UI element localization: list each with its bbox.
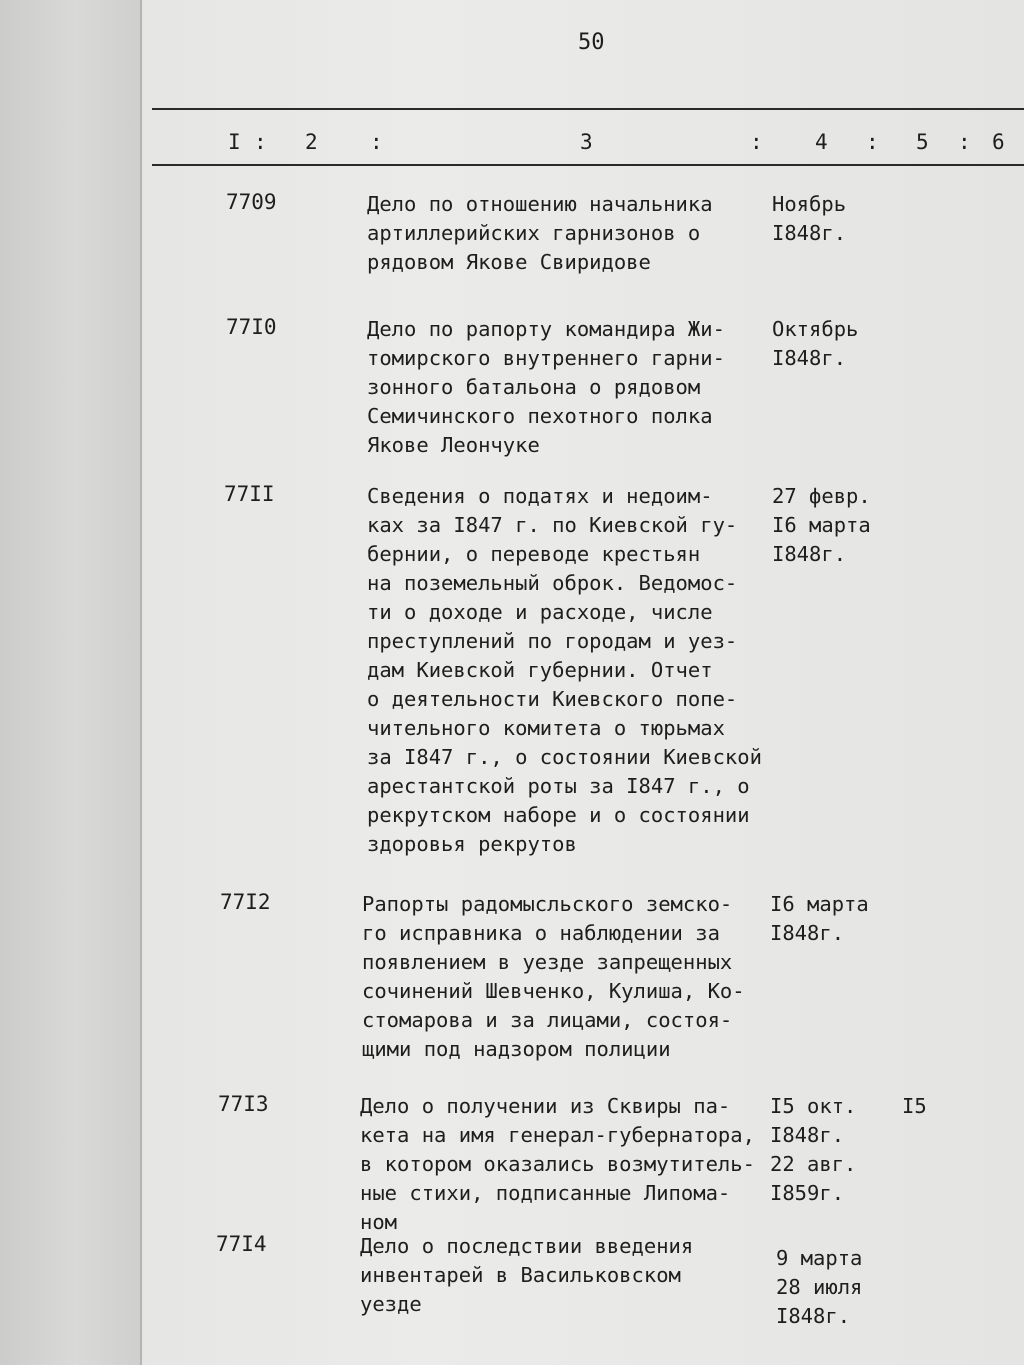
entry-number: 77II bbox=[224, 482, 275, 506]
description-line: Сведения о податях и недоим- bbox=[367, 484, 713, 508]
description-line: стомарова и за лицами, состоя- bbox=[362, 1008, 733, 1032]
description-line: появлением в уезде запрещенных bbox=[362, 950, 733, 974]
description-line: щими под надзором полиции bbox=[362, 1037, 671, 1061]
description-line: на поземельный оброк. Ведомос- bbox=[367, 571, 738, 595]
entry-description bbox=[360, 1092, 755, 1237]
header-sep-2: : bbox=[370, 130, 383, 154]
header-col-1: I bbox=[228, 130, 241, 154]
entry-description bbox=[362, 890, 745, 1064]
description-line: зонного батальона о рядовом bbox=[367, 375, 701, 399]
header-col-3: 3 bbox=[580, 130, 593, 154]
header-col-5: 5 bbox=[916, 130, 929, 154]
date-line: I848г. bbox=[772, 542, 847, 566]
header-sep-4: : bbox=[866, 130, 879, 154]
date-line: I6 марта bbox=[772, 513, 871, 537]
description-line: ти о доходе и расходе, числе bbox=[367, 600, 713, 624]
description-line: го исправника о наблюдении за bbox=[362, 921, 720, 945]
description-line: о деятельности Киевского попе- bbox=[367, 687, 738, 711]
entry-number: 77I0 bbox=[226, 315, 277, 339]
header-col-2: 2 bbox=[305, 130, 318, 154]
date-line: 9 марта bbox=[776, 1246, 863, 1270]
header-sep-1: : bbox=[254, 130, 267, 154]
entry-dates bbox=[772, 190, 846, 248]
header-col-4: 4 bbox=[815, 130, 828, 154]
entry-number: 7709 bbox=[226, 190, 277, 214]
description-line: томирского внутреннего гарни- bbox=[367, 346, 725, 370]
description-line: рядовом Якове Свиридове bbox=[367, 250, 651, 274]
date-line: I848г. bbox=[772, 221, 847, 245]
entry-sheets: I5 bbox=[902, 1094, 927, 1118]
entry-description bbox=[367, 190, 713, 277]
entry-dates bbox=[772, 315, 858, 373]
description-line: артиллерийских гарнизонов о bbox=[367, 221, 701, 245]
description-line: в котором оказались возмутитель- bbox=[360, 1152, 755, 1176]
date-line: 27 февр. bbox=[772, 484, 871, 508]
date-line: 22 авг. bbox=[770, 1152, 857, 1176]
description-line: дам Киевской губернии. Отчет bbox=[367, 658, 713, 682]
entry-description bbox=[367, 315, 725, 460]
description-line: Дело о получении из Сквиры па- bbox=[360, 1094, 731, 1118]
description-line: уезде bbox=[360, 1292, 422, 1316]
date-line: Ноябрь bbox=[772, 192, 847, 216]
entry-dates bbox=[770, 1092, 856, 1208]
header-top-rule bbox=[152, 108, 1024, 110]
date-line: Октябрь bbox=[772, 317, 859, 341]
description-line: сочинений Шевченко, Кулиша, Ко- bbox=[362, 979, 745, 1003]
description-line: Дело по отношению начальника bbox=[367, 192, 713, 216]
description-line: арестантской роты за I847 г., о bbox=[367, 774, 750, 798]
entry-number: 77I4 bbox=[216, 1232, 267, 1256]
description-line: Дело по рапорту командира Жи- bbox=[367, 317, 725, 341]
description-line: кета на имя генерал-губернатора, bbox=[360, 1123, 755, 1147]
description-line: ном bbox=[360, 1210, 398, 1234]
entry-dates bbox=[772, 482, 871, 569]
description-line: рекрутском наборе и о состоянии bbox=[367, 803, 750, 827]
description-line: бернии, о переводе крестьян bbox=[367, 542, 701, 566]
description-line: Рапорты радомысльского земско- bbox=[362, 892, 733, 916]
description-line: Семичинского пехотного полка bbox=[367, 404, 713, 428]
entry-number: 77I2 bbox=[220, 890, 271, 914]
page-number: 50 bbox=[578, 30, 605, 55]
header-sep-3: : bbox=[750, 130, 763, 154]
description-line: ные стихи, подписанные Липома- bbox=[360, 1181, 731, 1205]
description-line: здоровья рекрутов bbox=[367, 832, 577, 856]
header-bottom-rule bbox=[152, 164, 1024, 166]
header-col-6: 6 bbox=[992, 130, 1005, 154]
entry-dates bbox=[776, 1244, 862, 1331]
date-line: I859г. bbox=[770, 1181, 845, 1205]
description-line: Дело о последствии введения bbox=[360, 1234, 694, 1258]
date-line: I848г. bbox=[772, 346, 847, 370]
date-line: I848г. bbox=[770, 1123, 845, 1147]
description-line: ках за I847 г. по Киевской гу- bbox=[367, 513, 738, 537]
entry-dates bbox=[770, 890, 869, 948]
entry-description bbox=[360, 1232, 693, 1319]
entry-description bbox=[367, 482, 762, 859]
description-line: за I847 г., о состоянии Киевской bbox=[367, 745, 762, 769]
description-line: инвентарей в Васильковском bbox=[360, 1263, 681, 1287]
description-line: преступлений по городам и уез- bbox=[367, 629, 738, 653]
date-line: I848г. bbox=[770, 921, 845, 945]
date-line: I848г. bbox=[776, 1304, 851, 1328]
header-sep-5: : bbox=[958, 130, 971, 154]
description-line: чительного комитета о тюрьмах bbox=[367, 716, 725, 740]
date-line: I5 окт. bbox=[770, 1094, 857, 1118]
description-line: Якове Леончуке bbox=[367, 433, 540, 457]
entry-number: 77I3 bbox=[218, 1092, 269, 1116]
date-line: 28 июля bbox=[776, 1275, 863, 1299]
date-line: I6 марта bbox=[770, 892, 869, 916]
facing-page-edge bbox=[0, 0, 142, 1365]
